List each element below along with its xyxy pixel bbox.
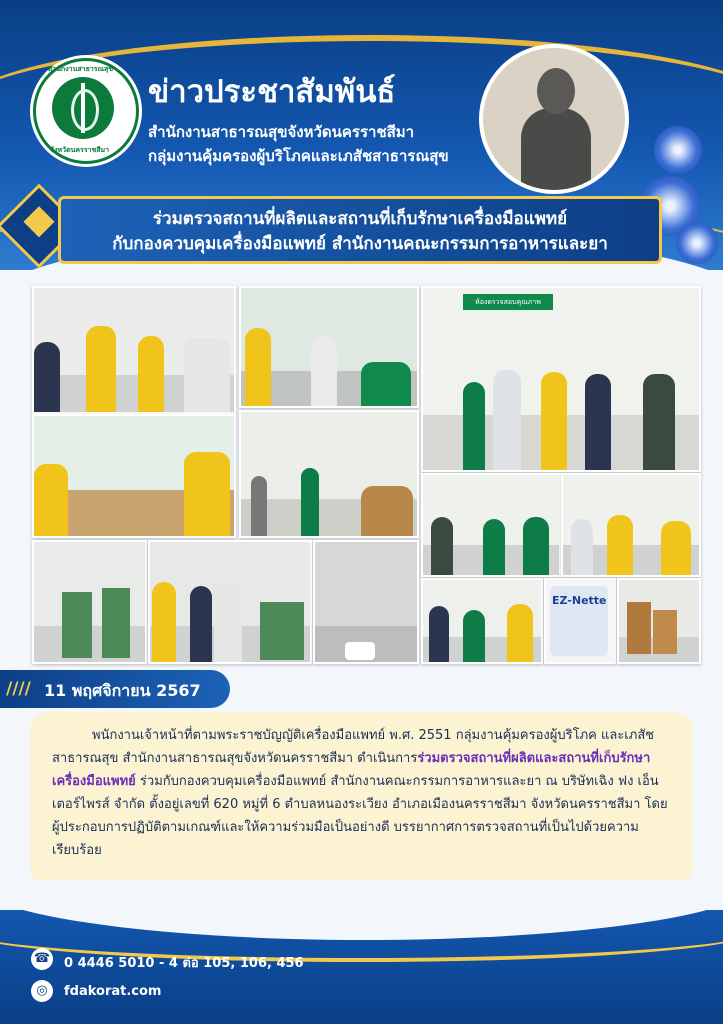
headline-banner: [58, 196, 662, 264]
room-sign: ห้องตรวจสอบคุณภาพ: [463, 294, 553, 310]
statue-portrait: [479, 44, 629, 194]
headline-line-1: ร่วมตรวจสถานที่ผลิตและสถานที่เก็บรักษาเครื่องมือแพทย์: [152, 209, 568, 229]
body-text-part-1: พนักงานเจ้าหน้าที่ตามพระราชบัญญัติเครื่องมือแพทย์ พ.ศ. 2551 กลุ่มงานคุ้มครองผู้บริโภค และเภสัชสาธารณสุข สำนักงานสาธารณสุขจังหวัดนครราชสีมา ดำเนินการ: [52, 728, 655, 766]
globe-icon[interactable]: ◎: [31, 980, 53, 1002]
photo-inspection-2: [239, 286, 419, 408]
body-text-part-2: ร่วมกับกองควบคุมเครื่องมือแพทย์ สำนักงานคณะกรรมการอาหารและยา ณ บริษัทเฉิง ฟง เอ็นเตอร์ไพรส์ จำกัด ตั้งอยู่เลขที่ 620 หมู่ที่ 6 ตำบลหนองระเวียง อำเภอเมืองนครราชสีมา จังหวัดนครราชสีมา โดยผู้ประกอบการปฏิบัติตามเกณฑ์และให้ความร่วมมือเป็นอย่างดี บรรยากาศการตรวจสถานที่เป็นไปด้วยความเรียบร้อย: [52, 774, 668, 858]
headline-line-2: กับกองควบคุมเครื่องมือแพทย์ สำนักงานคณะกรรมการอาหารและยา: [112, 234, 608, 254]
health-office-logo: [33, 58, 139, 164]
phone-icon: ☎: [31, 948, 53, 970]
logo-snake: [71, 89, 99, 131]
body-highlight: ร่วมตรวจสถานที่ผลิตและสถานที่เก็บรักษาเครื่องมือแพทย์: [52, 751, 651, 789]
logo-ring-text-bottom: จังหวัดนครราชสีมา: [50, 146, 110, 154]
photo-inspection-1: [32, 286, 236, 414]
photo-machine-1: [32, 540, 147, 664]
photo-inspection-5: [561, 473, 701, 577]
photo-meeting-room: [32, 414, 236, 538]
news-date: 11 พฤศจิกายน 2567: [44, 681, 201, 700]
diamond-ornament-inner: [23, 206, 54, 237]
statue-body: [521, 108, 591, 194]
division-name: กลุ่มงานคุ้มครองผู้บริโภคและเภสัชสาธารณสุข: [148, 147, 449, 165]
office-name: สำนักงานสาธารณสุขจังหวัดนครราชสีมา: [148, 123, 415, 141]
photo-inspection-3: [421, 286, 701, 472]
page-title: ข่าวประชาสัมพันธ์: [148, 74, 396, 110]
orchid-flower-icon: [654, 126, 702, 174]
date-banner: [0, 670, 230, 708]
date-stripes-decoration: ////: [6, 679, 31, 699]
logo-emblem: [52, 77, 114, 139]
photo-cartons: [617, 578, 701, 664]
photo-shelves: [313, 540, 419, 664]
contact-phone: 0 4446 5010 - 4 ต่อ 105, 106, 456: [64, 956, 304, 971]
photo-product-box: [544, 578, 616, 664]
statue-head: [537, 68, 575, 114]
photo-warehouse: [239, 410, 419, 538]
news-body-box: [30, 712, 693, 884]
news-body: [52, 724, 674, 862]
photo-inspection-4: [421, 473, 561, 577]
photo-inspection-6: [421, 578, 543, 664]
website-link[interactable]: fdakorat.com: [64, 984, 162, 999]
logo-ring-text-top: สำนักงานสาธารณสุข: [48, 65, 114, 73]
product-label: EZ-Nette: [552, 594, 607, 607]
orchid-flower-icon: [676, 222, 718, 264]
photo-machine-2: [148, 540, 312, 664]
